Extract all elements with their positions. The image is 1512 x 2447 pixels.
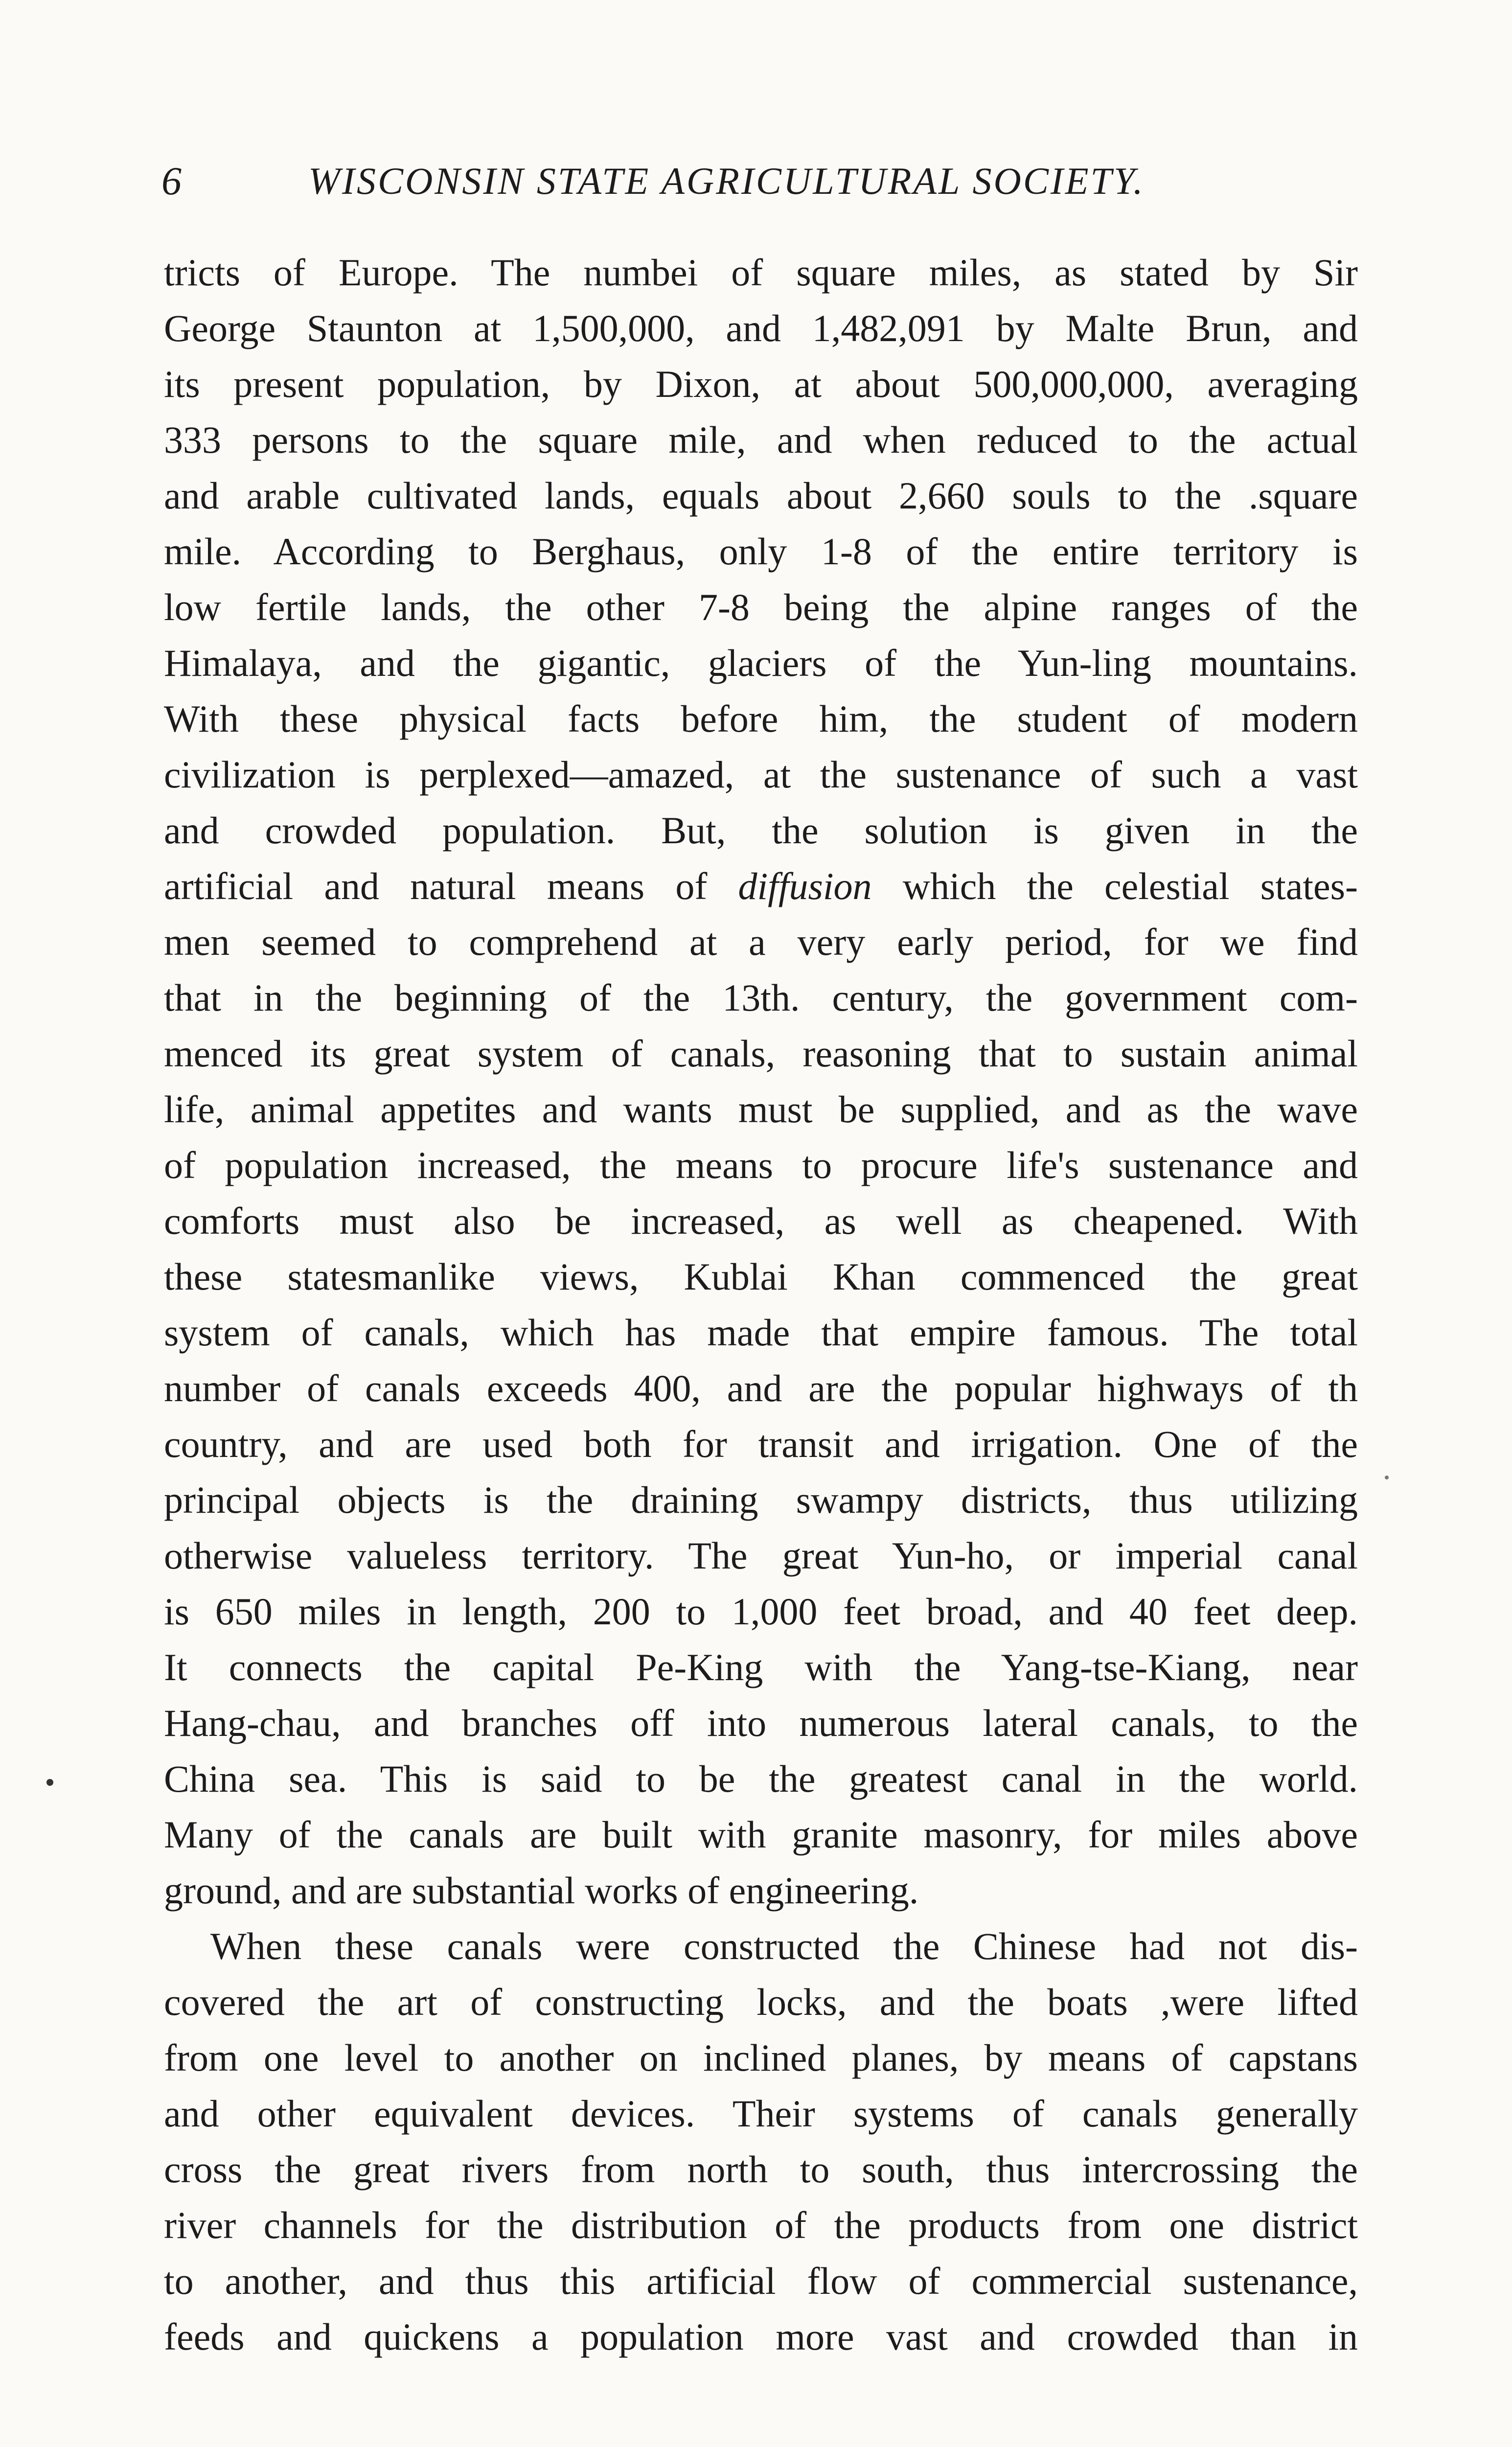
text-line: comforts must also be increased, as well as cheapened. With [164,1200,1358,1242]
text-line: 333 persons to the square mile, and when reduced to the actual [164,418,1358,461]
text-line: George Staunton at 1,500,000, and 1,482,091 by Malte Brun, and [164,307,1358,349]
text-line: Himalaya, and the gigantic, glaciers of the Yun-ling mountains. [164,642,1358,684]
text-line: tricts of Europe. The numbei of square miles, as stated by Sir [164,251,1358,294]
text-line: and arable cultivated lands, equals about 2,660 souls to the .square [164,474,1358,517]
text-line: principal objects is the draining swampy districts, thus utilizing [164,1478,1358,1521]
text-line: covered the art of constructing locks, and the boats ,were lifted [164,1981,1358,2023]
body-text [164,245,1358,2365]
text-line: It connects the capital Pe-King with the Yang-tse-Kiang, near [164,1646,1358,1688]
text-line: river channels for the distribution of the products from one district [164,2204,1358,2246]
text-segment: which the celestial states- [871,865,1358,907]
text-line: and crowded population. But, the solution is given in the [164,809,1358,852]
text-line: China sea. This is said to be the greatest canal in the world. [164,1757,1358,1800]
ink-speck [1385,1476,1389,1479]
text-line: country, and are used both for transit and irrigation. One of the [164,1423,1358,1465]
text-line: that in the beginning of the 13th. century, the government com- [164,976,1358,1019]
running-head: WISCONSIN STATE AGRICULTURAL SOCIETY. [308,160,1145,202]
italic-word: diffusion [738,865,872,907]
text-line: menced its great system of canals, reasoning that to sustain animal [164,1032,1358,1075]
ink-speck [46,1779,53,1786]
text-line: its present population, by Dixon, at about 500,000,000, averaging [164,363,1358,405]
text-line: mile. According to Berghaus, only 1-8 of the entire territory is [164,530,1358,573]
text-line: these statesmanlike views, Kublai Khan commenced the great [164,1255,1358,1298]
text-line: cross the great rivers from north to south, thus intercrossing the [164,2148,1358,2191]
text-line: When these canals were constructed the Chinese had not dis- [210,1925,1358,1967]
text-line: With these physical facts before him, the student of modern [164,697,1358,740]
text-line: civilization is perplexed—amazed, at the sustenance of such a vast [164,753,1358,796]
text-line: life, animal appetites and wants must be supplied, and as the wave [164,1088,1358,1131]
text-line: low fertile lands, the other 7-8 being the alpine ranges of the [164,586,1358,628]
text-line: of population increased, the means to procure life's sustenance and [164,1144,1358,1186]
page-header [161,154,1360,208]
text-line: otherwise valueless territory. The great Yun-ho, or imperial canal [164,1534,1358,1577]
paragraph [164,1918,1358,2365]
text-line: Many of the canals are built with granite masonry, for miles above [164,1813,1358,1856]
page-number: 6 [161,159,182,203]
text-line [164,858,1358,914]
text-line: number of canals exceeds 400, and are the popular highways of th [164,1367,1358,1409]
text-segment: artificial and natural means of [164,865,738,907]
text-line: Hang-chau, and branches off into numerous lateral canals, to the [164,1702,1358,1744]
text-line: feeds and quickens a population more vast and crowded than in [164,2315,1358,2358]
paragraph [164,245,1358,1918]
text-line: and other equivalent devices. Their systems of canals generally [164,2092,1358,2135]
text-line: ground, and are substantial works of engineering. [164,1869,919,1912]
text-line: to another, and thus this artificial flow of commercial sustenance, [164,2260,1358,2302]
text-line: men seemed to comprehend at a very early period, for we find [164,921,1358,963]
text-line: from one level to another on inclined planes, by means of capstans [164,2036,1358,2079]
text-line: system of canals, which has made that empire famous. The total [164,1311,1358,1354]
text-line: is 650 miles in length, 200 to 1,000 feet broad, and 40 feet deep. [164,1590,1358,1633]
